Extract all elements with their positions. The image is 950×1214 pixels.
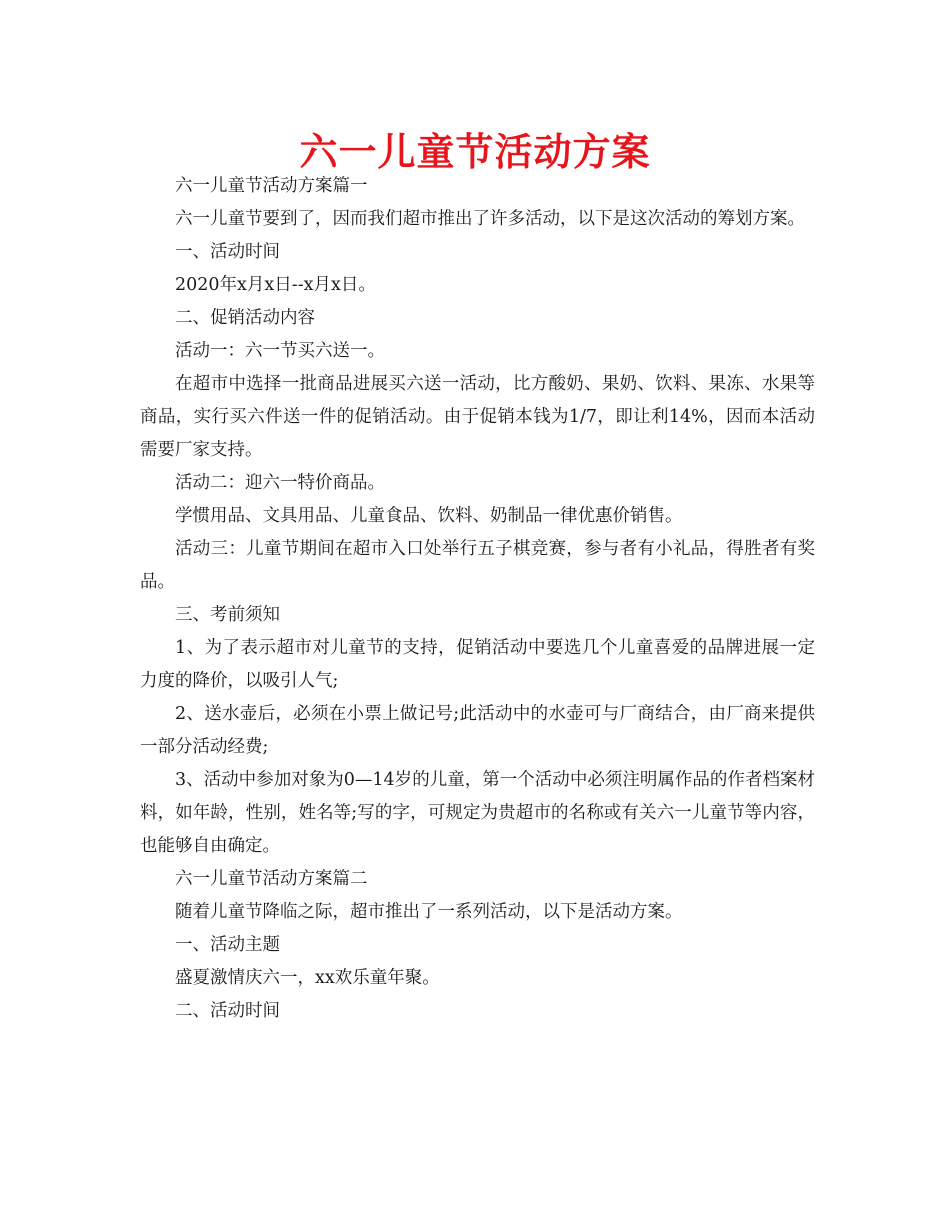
paragraph: 2020年x月x日--x月x日。 [175,275,376,295]
document-title: 六一儿童节活动方案 [299,129,651,174]
document-body [140,170,815,1028]
paragraph: 盛夏激情庆六一，xx欢乐童年聚。 [175,968,440,988]
paragraph: 活动一：六一节买六送一。 [175,341,385,361]
paragraph: 活动三：儿童节期间在超市入口处举行五子棋竞赛，参与者有小礼品，得胜者有奖品。 [140,539,815,592]
paragraph: 学惯用品、文具用品、儿童食品、饮料、奶制品一律优惠价销售。 [175,506,683,526]
paragraph: 随着儿童节降临之际，超市推出了一系列活动，以下是活动方案。 [175,902,683,922]
paragraph-heading: 一、活动主题 [175,935,280,955]
paragraph: 六一儿童节要到了，因而我们超市推出了许多活动，以下是这次活动的筹划方案。 [175,209,805,229]
paragraph: 1、为了表示超市对儿童节的支持，促销活动中要选几个儿童喜爱的品牌进展一定力度的降价，以吸引人气; [140,638,815,691]
paragraph: 在超市中选择一批商品进展买六送一活动，比方酸奶、果奶、饮料、果冻、水果等商品，实行买六件送一件的促销活动。由于促销本钱为1/7，即让利14%，因而本活动需要厂家支持。 [140,374,815,460]
paragraph: 活动二：迎六一特价商品。 [175,473,385,493]
paragraph-heading: 三、考前须知 [175,605,280,625]
paragraph: 3、活动中参加对象为0—14岁的儿童，第一个活动中必须注明属作品的作者档案材料，如年龄，性别，姓名等;写的字，可规定为贵超市的名称或有关六一儿童节等内容，也能够自由确定。 [140,770,815,856]
paragraph-heading: 二、促销活动内容 [175,308,315,328]
paragraph-section-heading: 六一儿童节活动方案篇一 [175,176,368,196]
paragraph: 2、送水壶后，必须在小票上做记号;此活动中的水壶可与厂商结合，由厂商来提供一部分活动经费; [140,704,815,757]
paragraph-heading: 一、活动时间 [175,242,280,262]
paragraph-heading: 二、活动时间 [175,1001,280,1021]
paragraph-section-heading: 六一儿童节活动方案篇二 [175,869,368,889]
